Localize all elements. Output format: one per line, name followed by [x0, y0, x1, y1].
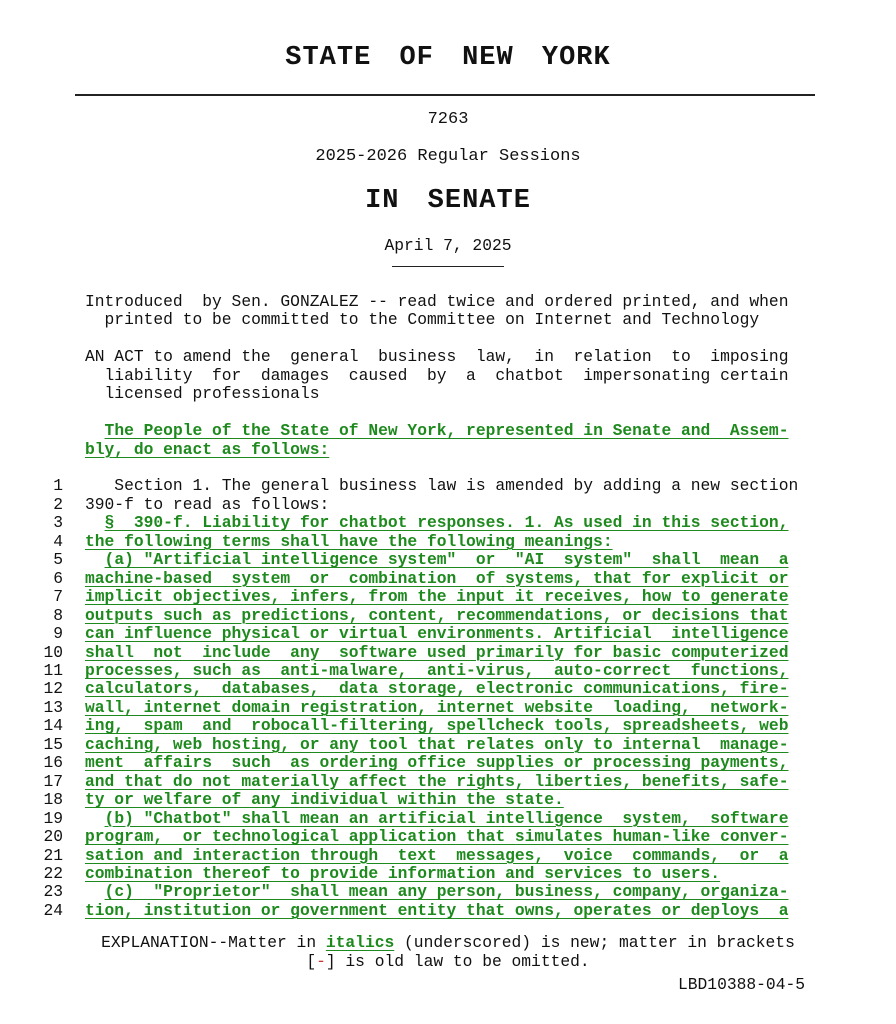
bill-body-lines	[0, 477, 896, 920]
bill-line	[0, 865, 896, 883]
line-number: 6	[53, 568, 63, 588]
line-text: tion, institution or government entity that owns, operates or deploys a	[85, 900, 789, 920]
line-text: 390-f to read as follows:	[85, 494, 330, 514]
bill-line	[0, 588, 896, 606]
line-text: outputs such as predictions, content, recommendations, or decisions that	[85, 605, 789, 625]
enacting-line: bly, do enact as follows:	[85, 439, 330, 459]
bill-line	[0, 810, 896, 828]
omitted-matter-dash: -	[316, 951, 326, 971]
line-text: shall not include any software used primarily for basic computerized	[85, 642, 789, 662]
line-text: and that do not materially affect the rights, liberties, benefits, safe-	[85, 771, 789, 791]
bill-line	[0, 607, 896, 625]
bill-line	[0, 754, 896, 772]
explanation-line-2	[0, 953, 896, 971]
line-number: 16	[43, 753, 63, 773]
line-text: program, or technological application that simulates human-like conver-	[85, 827, 789, 847]
bill-line	[0, 477, 896, 495]
line-number: 15	[43, 734, 63, 754]
explanation-text: (underscored) is new; matter in brackets	[394, 933, 795, 953]
line-text: § 390-f. Liability for chatbot responses. 1. As used in this section,	[104, 513, 789, 533]
session-label: 2025-2026 Regular Sessions	[315, 147, 581, 166]
bill-line	[0, 570, 896, 588]
line-text: wall, internet domain registration, internet website loading, network-	[85, 697, 789, 717]
date-divider	[392, 266, 504, 267]
bill-line	[0, 533, 896, 551]
line-text: caching, web hosting, or any tool that relates only to internal manage-	[85, 734, 789, 754]
explanation-text: EXPLANATION--Matter in	[101, 933, 326, 953]
introduction-date: April 7, 2025	[384, 236, 512, 255]
sponsor-line: Introduced by Sen. GONZALEZ -- read twice and ordered printed, and when	[85, 292, 789, 311]
bill-line	[0, 551, 896, 569]
line-number: 14	[43, 716, 63, 736]
line-number: 19	[43, 808, 63, 828]
bill-line	[0, 736, 896, 754]
bill-line	[0, 791, 896, 809]
line-number: 17	[43, 771, 63, 791]
line-text: machine-based system or combination of systems, that for explicit or	[85, 568, 789, 588]
line-text: ment affairs such as ordering office supplies or processing payments,	[85, 753, 789, 773]
bill-line	[0, 662, 896, 680]
explanation-line-1	[0, 934, 896, 952]
bill-line	[0, 717, 896, 735]
chamber-title: IN SENATE	[365, 186, 531, 216]
line-number: 8	[53, 605, 63, 625]
line-text: Section 1. The general business law is amended by adding a new section	[85, 476, 799, 496]
line-text: sation and interaction through text messages, voice commands, or a	[85, 845, 789, 865]
line-number: 2	[53, 494, 63, 514]
line-number: 7	[53, 587, 63, 607]
line-text: (b) "Chatbot" shall mean an artificial intelligence system, software	[104, 808, 789, 828]
bill-line	[0, 773, 896, 791]
act-line: liability for damages caused by a chatbot impersonating certain	[85, 365, 789, 385]
line-number: 22	[43, 864, 63, 883]
line-number: 1	[53, 476, 63, 496]
line-number: 20	[43, 827, 63, 847]
line-number: 3	[53, 513, 63, 533]
line-text: implicit objectives, infers, from the input it receives, how to generate	[85, 587, 789, 607]
line-number: 21	[43, 845, 63, 865]
line-text: combination thereof to provide information and services to users.	[85, 864, 721, 883]
bill-line	[0, 883, 896, 901]
line-number: 13	[43, 697, 63, 717]
enacting-line: The People of the State of New York, represented in Senate and Assem-	[104, 421, 789, 441]
bill-line	[0, 902, 896, 920]
line-text: processes, such as anti-malware, anti-virus, auto-correct functions,	[85, 661, 789, 681]
line-number: 12	[43, 679, 63, 699]
header-divider	[75, 94, 815, 96]
act-line: licensed professionals	[85, 384, 320, 404]
bill-line	[0, 699, 896, 717]
line-text: (c) "Proprietor" shall mean any person, business, company, organiza-	[104, 882, 789, 902]
bill-line	[0, 680, 896, 698]
line-number: 4	[53, 531, 63, 551]
line-number: 24	[43, 900, 63, 920]
explanation-text: [	[306, 951, 317, 971]
line-number: 23	[43, 882, 63, 902]
lbd-code: LBD10388-04-5	[677, 975, 805, 995]
explanation-note	[0, 934, 896, 971]
line-number: 11	[43, 661, 63, 681]
enacting-clause	[85, 422, 836, 459]
bill-line	[0, 514, 896, 532]
bill-line	[0, 847, 896, 865]
page-title: STATE OF NEW YORK	[285, 43, 611, 73]
new-matter-sample: italics	[325, 933, 395, 953]
line-text: (a) "Artificial intelligence system" or "AI system" shall mean a	[104, 550, 789, 570]
explanation-text: ] is old law to be omitted.	[325, 951, 590, 971]
line-text: ty or welfare of any individual within the state.	[85, 790, 564, 810]
act-title-paragraph	[85, 348, 836, 403]
sponsor-line: printed to be committed to the Committee on Internet and Technology	[85, 310, 760, 330]
line-text: can influence physical or virtual environments. Artificial intelligence	[85, 624, 789, 644]
line-text: calculators, databases, data storage, electronic communications, fire-	[85, 679, 789, 699]
bill-line	[0, 828, 896, 846]
line-number: 9	[53, 624, 63, 644]
line-text: ing, spam and robocall-filtering, spellcheck tools, spreadsheets, web	[85, 716, 789, 736]
line-number: 5	[53, 550, 63, 570]
bill-line	[0, 496, 896, 514]
act-line: AN ACT to amend the general business law, in relation to imposing	[85, 347, 789, 367]
bill-number: 7263	[427, 110, 469, 129]
line-number: 10	[43, 642, 63, 662]
line-number: 18	[43, 790, 63, 810]
bill-line	[0, 644, 896, 662]
sponsor-paragraph	[85, 293, 836, 330]
bill-line	[0, 625, 896, 643]
line-text: the following terms shall have the following meanings:	[85, 531, 613, 551]
